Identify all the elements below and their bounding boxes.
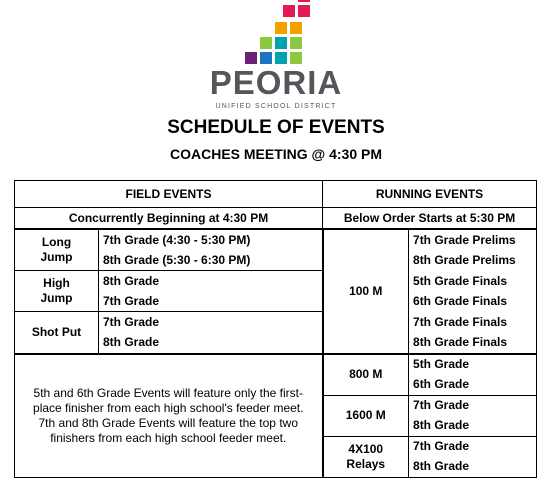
logo-subtitle: UNIFIED SCHOOL DISTRICT <box>215 103 337 110</box>
grade-row: 8th Grade Prelims <box>409 250 537 271</box>
grade-row: 6th Grade Finals <box>409 291 537 312</box>
grade-row: 8th Grade <box>409 416 537 437</box>
note-line: finishers from each high school feeder meet. <box>50 430 287 445</box>
logo-block <box>260 37 272 49</box>
grade-row: 7th Grade <box>409 395 537 416</box>
logo-block <box>260 52 272 64</box>
field-events-header: FIELD EVENTS <box>15 181 323 208</box>
note-line: 5th and 6th Grade Events will feature only the first- <box>33 385 303 400</box>
event-4x100-relays <box>323 436 409 477</box>
grade-row: 8th Grade <box>409 457 537 478</box>
logo-block <box>245 52 257 64</box>
grade-row: 8th Grade (5:30 - 6:30 PM) <box>99 250 323 271</box>
note-line: place finisher from each high school's feeder meet. <box>33 400 304 415</box>
event-800m: 800 M <box>323 354 409 396</box>
logo-block <box>290 52 302 64</box>
results-note <box>15 354 323 478</box>
logo-block <box>298 5 310 17</box>
logo-block <box>290 22 302 34</box>
event-name-line: High <box>43 276 70 291</box>
logo-block <box>275 22 287 34</box>
event-name-line: Long <box>41 235 72 250</box>
page-title: SCHEDULE OF EVENTS <box>167 117 385 138</box>
schedule-table <box>14 180 537 478</box>
logo-block <box>275 37 287 49</box>
running-events-header: RUNNING EVENTS <box>323 181 537 208</box>
running-events-start: Below Order Starts at 5:30 PM <box>323 208 537 230</box>
event-name-line: Relays <box>346 456 386 471</box>
grade-row: 8th Grade <box>99 332 323 353</box>
logo-block <box>283 5 295 17</box>
logo-block <box>298 0 310 2</box>
district-logo <box>0 0 552 70</box>
event-name-line: Jump <box>40 250 73 265</box>
logo-block <box>275 52 287 64</box>
event-1600m: 1600 M <box>323 395 409 436</box>
grade-row: 7th Grade Prelims <box>409 229 537 250</box>
grade-row: 7th Grade <box>99 312 323 333</box>
event-long-jump <box>15 229 99 271</box>
event-high-jump <box>15 271 99 312</box>
grade-row: 5th Grade Finals <box>409 271 537 292</box>
logo-wordmark: PEORIA <box>209 64 343 101</box>
event-name-line: Jump <box>40 291 73 306</box>
page-subtitle: COACHES MEETING @ 4:30 PM <box>169 146 383 162</box>
field-events-start: Concurrently Beginning at 4:30 PM <box>15 208 323 230</box>
grade-row: 8th Grade Finals <box>409 332 537 353</box>
grade-row: 7th Grade (4:30 - 5:30 PM) <box>99 229 323 250</box>
grade-row: 6th Grade <box>409 375 537 396</box>
event-shot-put: Shot Put <box>15 312 99 354</box>
event-name-line: 4X100 <box>348 441 384 456</box>
note-line: 7th and 8th Grade Events will feature the top two <box>38 415 298 430</box>
grade-row: 8th Grade <box>99 271 323 292</box>
grade-row: 7th Grade <box>99 291 323 312</box>
grade-row: 7th Grade <box>409 436 537 457</box>
logo-block <box>290 37 302 49</box>
event-100m: 100 M <box>323 229 409 353</box>
grade-row: 5th Grade <box>409 354 537 375</box>
grade-row: 7th Grade Finals <box>409 312 537 333</box>
